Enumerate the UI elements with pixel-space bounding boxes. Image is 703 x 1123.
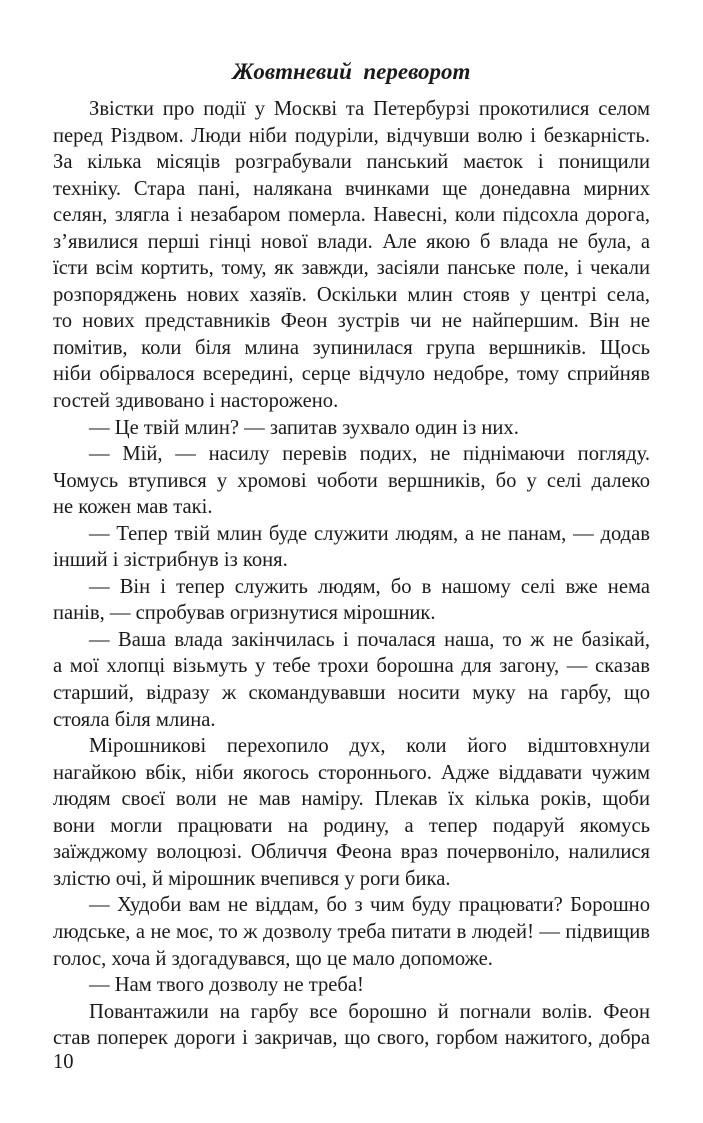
text-line: вони могли працювати на родину, а тепер подаруй якомусь [53, 814, 650, 837]
paragraph [53, 999, 650, 1052]
text-line: За кілька місяців розграбували панський маєток і понищили [53, 151, 650, 174]
text-line: стояла біля млина. [53, 708, 216, 731]
page-number: 10 [53, 1051, 74, 1073]
text-line: розпоряджень нових хазяїв. Оскільки млин стояв у центрі села, [53, 283, 650, 306]
text-line: злістю очі, й мірошник вчепився у роги бика. [53, 867, 451, 890]
paragraph [53, 96, 650, 415]
text-line: — Худоби вам не віддам, бо з чим буду працювати? Борошно [89, 894, 650, 917]
text-line: з’явилися перші гінці нової влади. Але якою б влада не була, а [53, 230, 650, 253]
text-line: гостей здивовано і насторожено. [53, 390, 339, 413]
text-line: — Він і тепер служить людям, бо в нашому селі вже нема [89, 575, 650, 598]
text-line: — Нам твого дозволу не треба! [89, 974, 364, 997]
text-line: перед Різдвом. Люди ніби подуріли, відчувши волю і безкарність. [53, 124, 650, 147]
text-line: людське, а не моє, то ж дозволу треба питати в людей! — підвищив [53, 920, 650, 943]
text-line: нагайкою вбік, ніби якогось стороннього. Адже віддавати чужим [53, 761, 650, 784]
text-line: інший і зістрибнув із коня. [53, 549, 288, 572]
text-line: не кожен мав такі. [53, 496, 213, 519]
text-line: їсти всім кортить, тому, як завжди, засіяли панське поле, і чекали [53, 257, 650, 280]
text-line: заїжджому волоцюзі. Обличчя Феона враз почервоніло, налилися [53, 841, 650, 864]
body-text [53, 96, 650, 1052]
text-line: техніку. Стара пані, налякана вчинками ще донедавна мирних [53, 177, 650, 200]
text-line: голос, хоча й здогадувався, що це мало допоможе. [53, 947, 493, 970]
paragraph [53, 733, 650, 892]
paragraph [53, 972, 650, 999]
text-line: — Ваша влада закінчилась і почалася наша, то ж не базікай, [89, 628, 650, 651]
text-line: селян, злягла і незабаром померла. Навесні, коли підсохла дорога, [53, 204, 650, 227]
paragraph [53, 415, 650, 442]
text-line: панів, — спробував огризнутися мірошник. [53, 602, 436, 625]
text-line: став поперек дороги і закричав, що свого, горбом нажитого, добра [53, 1027, 650, 1050]
text-line: помітив, коли біля млина зупинилася група вершників. Щось [53, 336, 650, 359]
paragraph [53, 521, 650, 574]
text-line: — Тепер твій млин буде служити людям, а не панам, — додав [89, 522, 650, 545]
text-line: а мої хлопці візьмуть у тебе трохи борошна для загону, — сказав [53, 655, 650, 678]
text-line: старший, відразу ж скомандувавши носити муку на гарбу, що [53, 682, 650, 705]
text-line: Мірошникові перехопило дух, коли його відштовхнули [89, 735, 650, 758]
text-line: людям своєї воли не мав наміру. Плекав їх кілька років, щоби [53, 788, 650, 811]
text-line: ніби обірвалося всередині, серце відчуло недобре, тому сприйняв [53, 363, 650, 386]
text-line: Повантажили на гарбу все борошно й погнали волів. Феон [89, 1000, 650, 1023]
text-line: Чомусь втупився у хромові чоботи вершників, бо у селі далеко [53, 469, 650, 492]
text-line: то нових представників Феон зустрів чи не найпершим. Він не [53, 310, 650, 333]
paragraph [53, 627, 650, 733]
chapter-title: Жовтневий переворот [232, 59, 471, 84]
text-line: — Мій, — насилу перевів подих, не піднімаючи погляду. [89, 443, 650, 466]
paragraph [53, 892, 650, 972]
text-line: Звістки про події у Москві та Петербурзі прокотилися селом [89, 98, 650, 120]
text-line: — Це твій млин? — запитав зухвало один із них. [89, 416, 519, 439]
paragraph [53, 441, 650, 521]
paragraph [53, 574, 650, 627]
